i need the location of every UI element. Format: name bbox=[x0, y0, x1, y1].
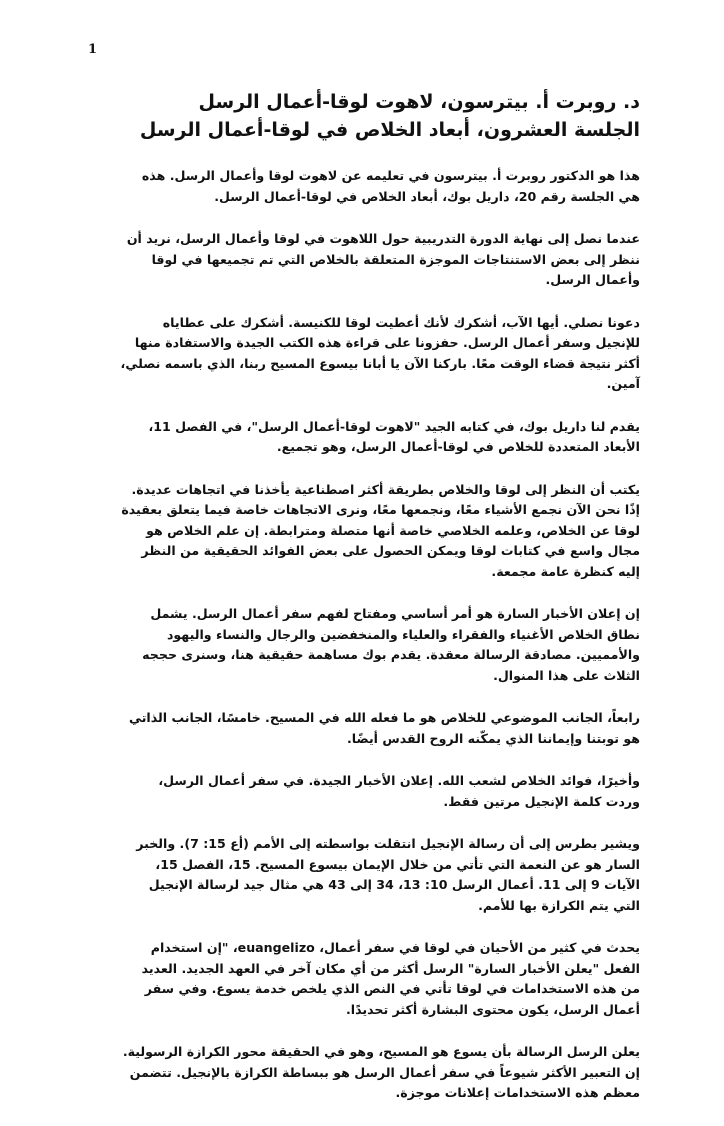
document-subtitle: الجلسة العشرون، أبعاد الخلاص في لوقا-أعمال الرسل bbox=[139, 119, 640, 141]
document-title: د. روبرت أ. بيترسون، لاهوت لوقا-أعمال الرسل bbox=[198, 91, 640, 113]
paragraph-fourth-fifth: رابعاً، الجانب الموضوعي للخلاص هو ما فعله الله في المسيح. خامسًا، الجانب الذاتي هو توبتنا وإيماننا الذي يمكّنه الروح القدس أيضًا. bbox=[128, 710, 640, 746]
paragraph-intro: هذا هو الدكتور روبرت أ. بيترسون في تعليمه عن لاهوت لوقا وأعمال الرسل. هذه هي الجلسة رقم 20، داريل بوك، أبعاد الخلاص في لوقا-أعمال الرسل. bbox=[141, 168, 640, 204]
document-body bbox=[120, 88, 640, 1126]
paragraph-peter: ويشير بطرس إلى أن رسالة الإنجيل انتقلت بواسطته إلى الأمم (أع 15: 7). والخبر السار هو عن النعمة التي تأتي من خلال الإيمان بيسوع المسيح. 15، الفصل 15، الآيات 9 إلى 11. أعمال الرسل 10: 13، 34 إلى 43 هي مثال جيد لرسالة الإنجيل التي يتم الكرازة بها للأمم. bbox=[136, 836, 640, 913]
paragraph-synthesis: يكتب أن النظر إلى لوقا والخلاص بطريقة أكثر اصطناعية يأخذنا في اتجاهات عديدة. إذًا نحن الآن نجمع الأشياء معًا، ونجمعها معًا، ونرى الاتجاهات خاصة فيما يتعلق بعقيدة لوقا عن الخلاص، وعلمه الخلاصي خاصة أنها متصلة ومترابطة. إن علم الخلاص هو مجال واسع في كتابات لوقا ويمكن الحصول على بعض الفوائد الحقيقية من النظر إليه كنظرة عامة مجمعة. bbox=[121, 481, 640, 579]
page-number: 1 bbox=[88, 42, 98, 57]
paragraph-benefits: وأخيرًا، فوائد الخلاص لشعب الله. إعلان الأخبار الجيدة. في سفر أعمال الرسل، وردت كلمة الإنجيل مرتين فقط. bbox=[158, 773, 640, 809]
paragraph-good-news: إن إعلان الأخبار السارة هو أمر أساسي ومفتاح لفهم سفر أعمال الرسل. يشمل نطاق الخلاص الأغنياء والفقراء والعلياء والمنخفضين والرجال والنساء واليهود والأمميين. مصادقة الرسالة معقدة. يقدم بوك مساهمة حقيقية هنا، وسنرى حججه الثلاث على هذا المنوال. bbox=[142, 606, 640, 683]
paragraph-prayer: دعونا نصلي. أيها الآب، أشكرك لأنك أعطيت لوقا للكنيسة. أشكرك على عطاياه للإنجيل وسفر أعمال الرسل. حفزونا على قراءة هذه الكتب الجيدة والاستفادة منها أكثر نتيجة قضاء الوقت معًا. باركنا الآن يا أبانا بيسوع المسيح ربنا، الذي باسمه نصلي، آمين. bbox=[120, 314, 640, 391]
document-header bbox=[120, 88, 640, 144]
paragraph-bock-book: يقدم لنا داريل بوك، في كتابه الجيد "لاهوت لوقا-أعمال الرسل"، في الفصل 11، الأبعاد المتعددة للخلاص في لوقا-أعمال الرسل، وهو تجميع. bbox=[148, 418, 640, 454]
paragraph-conclusions: عندما نصل إلى نهاية الدورة التدريبية حول اللاهوت في لوقا وأعمال الرسل، نريد أن ننظر إلى بعض الاستنتاجات الموجزة المتعلقة بالخلاص التي تم تجميعها في لوقا وأعمال الرسل. bbox=[126, 231, 640, 287]
paragraph-euangelizo: يحدث في كثير من الأحيان في لوقا في سفر أعمال، euangelizo، "إن استخدام الفعل "يعلن الأخبار السارة" الرسل أكثر من أي مكان آخر في العهد الجديد. العديد من هذه الاستخدامات في لوقا تأتي في النص الذي يلخص خدمة يسوع. وفي سفر أعمال الرسل، يكون محتوى البشارة أكثر تحديدًا. bbox=[141, 940, 640, 1017]
paragraph-apostles: يعلن الرسل الرسالة بأن يسوع هو المسيح، وهو في الحقيقة محور الكرازة الرسولية. إن التعبير الأكثر شيوعاً في سفر أعمال الرسل هو ببساطة الكرازة بالإنجيل. تتضمن معظم هذه الاستخدامات إعلانات موجزة. bbox=[122, 1044, 640, 1100]
